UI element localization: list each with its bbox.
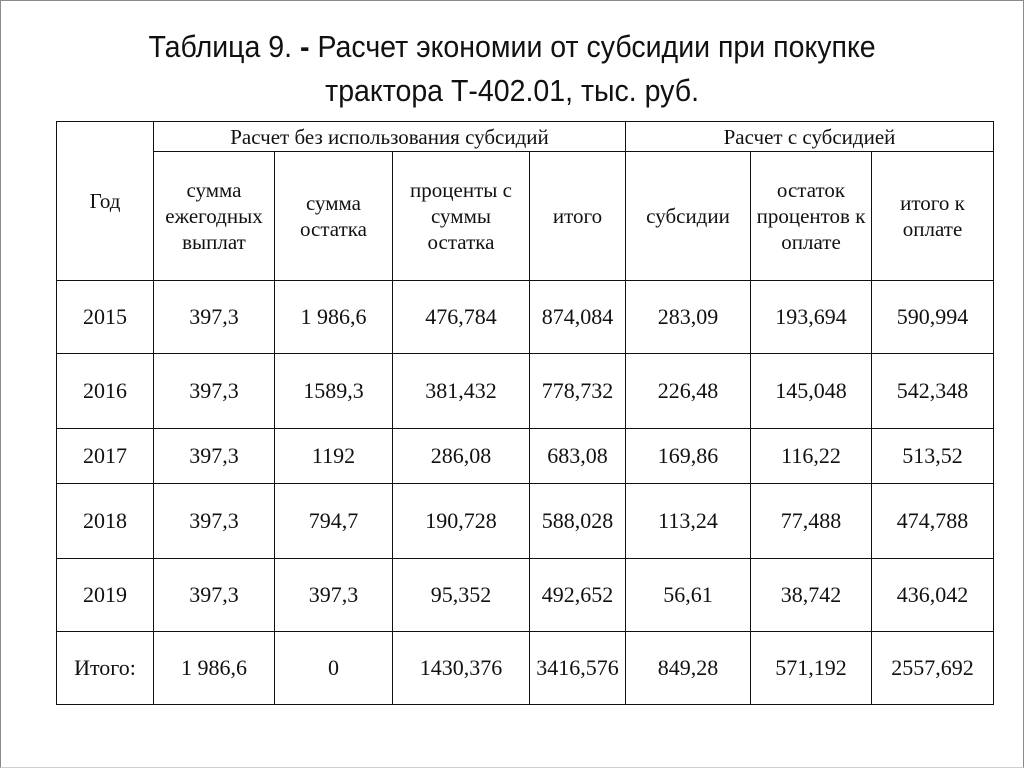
table-row xyxy=(57,429,994,484)
cell-remaining: 193,694 xyxy=(751,281,872,354)
table-row xyxy=(57,354,994,429)
cell-balance: 1192 xyxy=(275,429,393,484)
cell-annual: 397,3 xyxy=(154,429,275,484)
header-annual-payments-text: сумма ежегодных выплат xyxy=(165,178,263,254)
cell-interest: 476,784 xyxy=(393,281,530,354)
cell-remaining: 116,22 xyxy=(751,429,872,484)
header-group-no-subsidy: Расчет без использования субсидий xyxy=(154,122,626,152)
cell-remaining: 38,742 xyxy=(751,559,872,632)
cell-total-to-pay: 2557,692 xyxy=(872,632,994,705)
title-line-1 xyxy=(42,25,982,69)
header-year: Год xyxy=(57,122,154,281)
cell-year: 2017 xyxy=(57,429,154,484)
table-row xyxy=(57,559,994,632)
cell-balance: 794,7 xyxy=(275,484,393,559)
cell-total-subsidy: 849,28 xyxy=(626,632,751,705)
cell-year: 2018 xyxy=(57,484,154,559)
header-group-row xyxy=(57,122,994,152)
title-prefix: Таблица 9. xyxy=(148,29,293,64)
cell-to-pay: 436,042 xyxy=(872,559,994,632)
title-dash: - xyxy=(300,29,310,64)
cell-balance: 1 986,6 xyxy=(275,281,393,354)
header-columns-row xyxy=(57,152,994,281)
cell-total-annual: 1 986,6 xyxy=(154,632,275,705)
cell-annual: 397,3 xyxy=(154,559,275,632)
header-balance: сумма остатка xyxy=(275,152,393,281)
cell-interest: 381,432 xyxy=(393,354,530,429)
cell-total-remaining: 571,192 xyxy=(751,632,872,705)
cell-year: 2016 xyxy=(57,354,154,429)
cell-remaining: 77,488 xyxy=(751,484,872,559)
cell-total: 778,732 xyxy=(530,354,626,429)
cell-total: 683,08 xyxy=(530,429,626,484)
cell-subsidy: 169,86 xyxy=(626,429,751,484)
cell-year: 2015 xyxy=(57,281,154,354)
cell-annual: 397,3 xyxy=(154,484,275,559)
cell-remaining: 145,048 xyxy=(751,354,872,429)
cell-to-pay: 513,52 xyxy=(872,429,994,484)
cell-annual: 397,3 xyxy=(154,281,275,354)
cell-to-pay: 474,788 xyxy=(872,484,994,559)
subsidy-savings-table xyxy=(56,121,994,705)
totals-row xyxy=(57,632,994,705)
cell-totals-label: Итого: xyxy=(57,632,154,705)
cell-year: 2019 xyxy=(57,559,154,632)
cell-balance: 1589,3 xyxy=(275,354,393,429)
cell-interest: 190,728 xyxy=(393,484,530,559)
title-line-2: трактора Т-402.01, тыс. руб. xyxy=(325,73,700,108)
table-row xyxy=(57,281,994,354)
header-subsidies: субсидии xyxy=(626,152,751,281)
cell-interest: 286,08 xyxy=(393,429,530,484)
cell-total: 492,652 xyxy=(530,559,626,632)
cell-interest: 95,352 xyxy=(393,559,530,632)
cell-subsidy: 113,24 xyxy=(626,484,751,559)
header-total: итого xyxy=(530,152,626,281)
cell-total-total-text: 3416,576 xyxy=(536,655,619,680)
cell-balance: 397,3 xyxy=(275,559,393,632)
cell-annual: 397,3 xyxy=(154,354,275,429)
page-title xyxy=(42,25,982,113)
cell-to-pay: 590,994 xyxy=(872,281,994,354)
header-annual-payments xyxy=(154,152,275,281)
cell-total: 874,084 xyxy=(530,281,626,354)
table-row xyxy=(57,484,994,559)
cell-total-interest: 1430,376 xyxy=(393,632,530,705)
header-interest-on-balance: проценты с суммы остатка xyxy=(393,152,530,281)
header-total-to-pay: итого к оплате xyxy=(872,152,994,281)
cell-total-balance: 0 xyxy=(275,632,393,705)
header-group-subsidy: Расчет с субсидией xyxy=(626,122,994,152)
cell-to-pay: 542,348 xyxy=(872,354,994,429)
title-line-1-rest: Расчет экономии от субсидии при покупке xyxy=(317,29,876,64)
header-remaining-interest: остаток процентов к оплате xyxy=(751,152,872,281)
cell-total: 588,028 xyxy=(530,484,626,559)
cell-subsidy: 226,48 xyxy=(626,354,751,429)
cell-total-total xyxy=(530,632,626,705)
cell-subsidy: 283,09 xyxy=(626,281,751,354)
cell-subsidy: 56,61 xyxy=(626,559,751,632)
